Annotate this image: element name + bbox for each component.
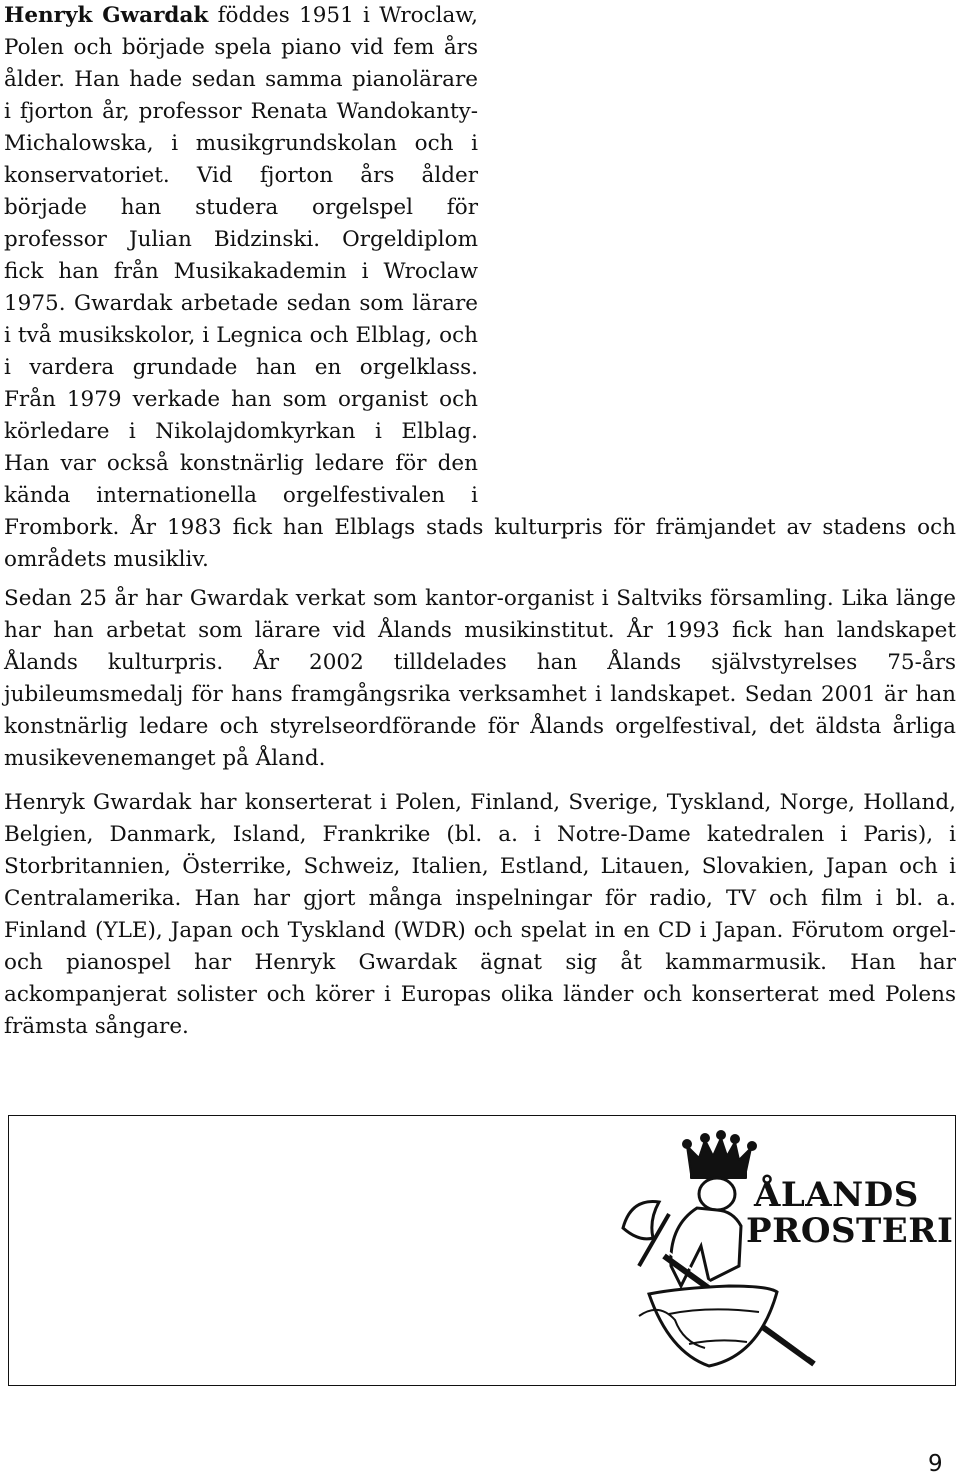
logo-line-1: ÅLANDS <box>754 1175 919 1215</box>
biography-paragraph-1 <box>4 0 956 576</box>
page-number: 9 <box>928 1451 943 1477</box>
photo-space <box>478 0 956 512</box>
crowned-figure-in-boat-icon <box>609 1116 829 1386</box>
logo-line-2: PROSTERI <box>746 1211 954 1251</box>
biography-paragraph-2: Sedan 25 år har Gwardak verkat som kantor-organist i Saltviks församling. Lika länge har han arbetat som lärare vid Ålands musikinstitut. År 1993 fick han landskapet Ålands kulturpris. År 2002 tilldelades han Ålands självstyrelses 75-års jubileumsmedalj för hans framgångsrika verksamhet i landskapet. Sedan 2001 är han konstnärlig ledare och styrelseordförande för Ålands orgelfestival, det äldsta årliga musikevenemanget på Åland. <box>4 586 956 771</box>
biography-paragraph-3: Henryk Gwardak har konserterat i Polen, Finland, Sverige, Tyskland, Norge, Holland, Belgien, Danmark, Island, Frankrike (bl. a. i Notre-Dame katedralen i Paris), i Storbritannien, Österrike, Schweiz, Italien, Estland, Litauen, Slovakien, Japan och i Centralamerika. Han har gjort många inspelningar för radio, TV och film i bl. a. Finland (YLE), Japan och Tyskland (WDR) och spelat in en CD i Japan. Förutom orgel- och pianospel har Henryk Gwardak ägnat sig åt kammarmusik. Han har ackompanjerat solister och körer i Europas olika länder och konserterat med Polens främsta sångare. <box>4 790 956 1039</box>
logo-wordmark <box>746 1177 953 1249</box>
paragraph-1-text: föddes 1951 i Wroclaw, Polen och började spela piano vid fem års ålder. Han hade sedan samma pianolärare i fjorton år, professor Renata Wandokanty-Michalowska, i musikgrundskolan och i konservatoriet. Vid fjorton års ålder började han studera orgelspel för professor Julian Bidzinski. Orgeldiplom fick han från Musikakademin i Wroclaw 1975. Gwardak arbetade sedan som lärare i två musikskolor, i Legnica och Elblag, och i vardera grundade han en orgelklass. Från 1979 verkade han som organist och körledare i Nikolajdomkyrkan i Elblag. Han var också konstnärlig ledare för den kända internationella orgelfestivalen i Frombork. År 1983 fick han Elblags stads kulturpris för främjandet av stadens och områdets musikliv. <box>4 3 956 572</box>
artist-name: Henryk Gwardak <box>4 3 209 28</box>
